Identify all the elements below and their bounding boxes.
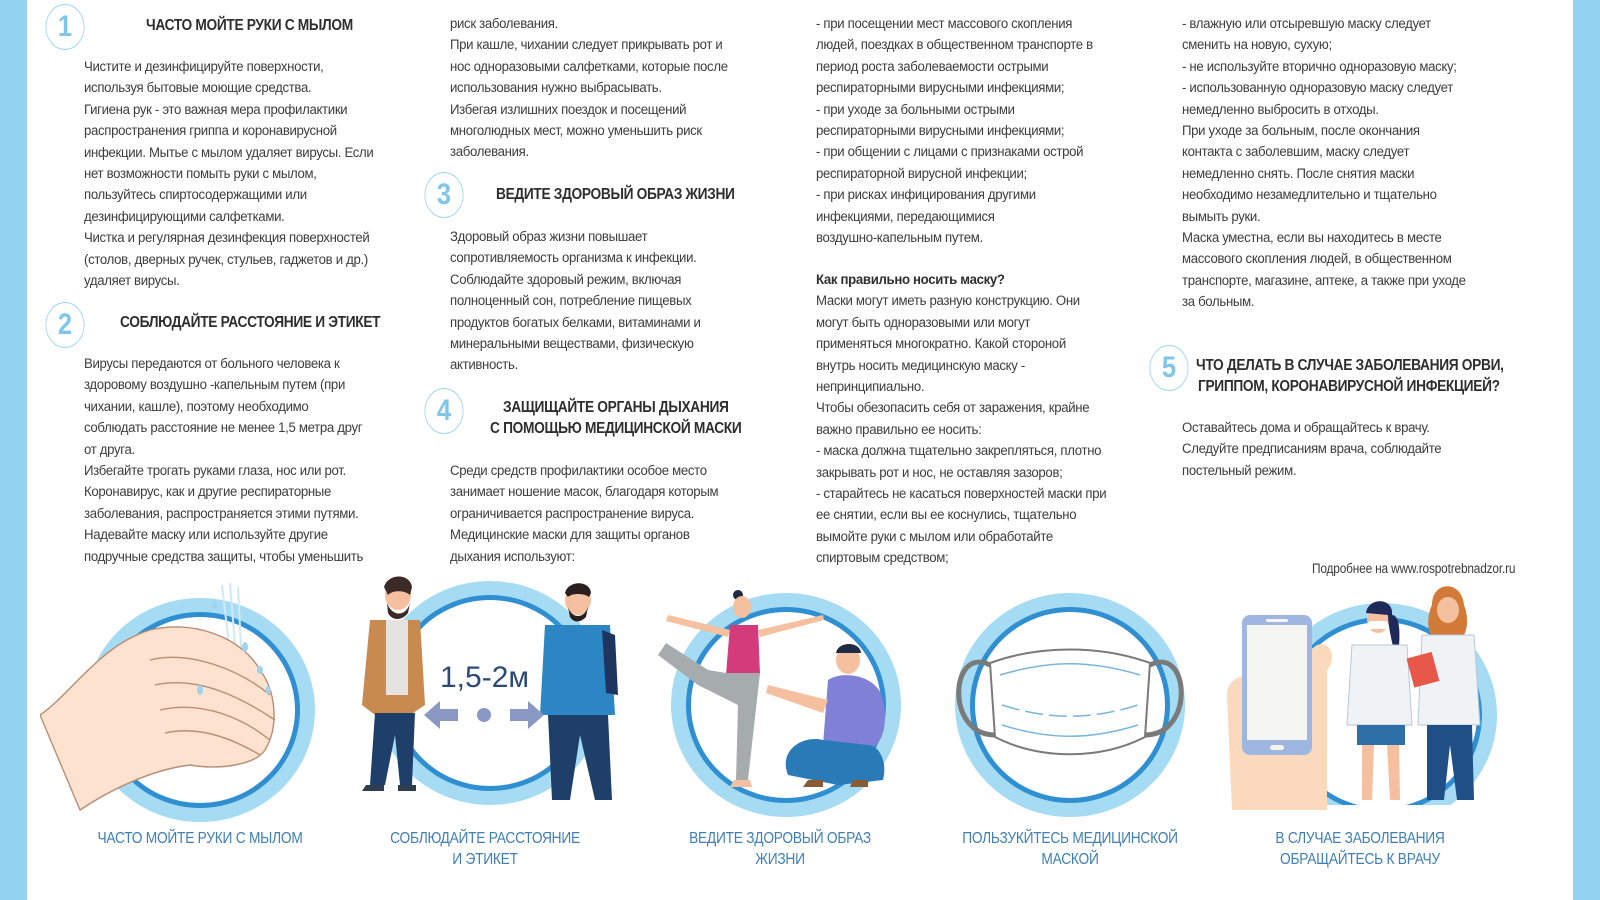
text-line: респираторными вирусными инфекциями; (816, 80, 1065, 97)
text-line: распространения гриппа и коронавирусной (84, 123, 337, 140)
text-line: людей, поездках в общественном транспорте в (816, 37, 1093, 54)
text-line: - при общении с лицами с признаками острой (816, 144, 1084, 161)
caption-line: ВЕДИТЕ ЗДОРОВЫЙ ОБРАЗ (689, 830, 871, 847)
text-line: нос одноразовыми салфетками, которые после (450, 58, 728, 75)
caption-line: В СЛУЧАЕ ЗАБОЛЕВАНИЯ (1275, 830, 1445, 847)
text-line: - влажную или отсыревшую маску следует (1182, 16, 1431, 32)
text-line: непринципиально. (816, 379, 925, 396)
text-line: вымойте руки с мылом или обработайте (816, 528, 1053, 545)
text-line: подручные средства защиты, чтобы уменьшить (84, 548, 364, 565)
text-line: занимает ношение масок, благодаря которым (450, 484, 719, 501)
section-4-title-line-2: С ПОМОЩЬЮ МЕДИЦИНСКОЙ МАСКИ (490, 420, 742, 437)
text-line: - при посещении мест массового скопления (816, 16, 1073, 32)
section-5-body (1182, 418, 1441, 482)
mask-usage-list (816, 14, 1093, 249)
text-line: Вирусы передаются от больного человека к (84, 356, 340, 372)
section-2-body (84, 354, 363, 568)
section-5-title-line-2: ГРИППОМ, КОРОНАВИРУСНОЙ ИНФЕКЦИЕЙ? (1198, 378, 1500, 395)
section-1-number-badge: 1 (45, 4, 84, 50)
text-line: При уходе за больным, после окончания (1182, 123, 1420, 140)
text-line: минеральными веществами, физическую (450, 336, 694, 353)
mask-wearing-subhead: Как правильно носить маску? (816, 272, 1005, 288)
text-line: применяться многократно. Какой стороной (816, 336, 1066, 353)
text-line: Медицинские маски для защиты органов (450, 527, 690, 544)
text-line: Здоровый образ жизни повышает (450, 229, 648, 245)
text-line: Коронавирус, как и другие респираторные (84, 484, 331, 501)
text-line: Чистите и дезинфицируйте поверхности, (84, 59, 324, 75)
section-5-number-badge: 5 (1149, 345, 1188, 391)
text-line: (столов, дверных ручек, стульев, гаджетов и др.) (84, 251, 368, 268)
text-line: активность. (450, 357, 518, 374)
hand-washing-icon (40, 575, 330, 825)
section-2-number-badge: 2 (45, 302, 84, 348)
text-line: сменить на новую, сухую; (1182, 37, 1332, 54)
caption-line: ЧАСТО МОЙТЕ РУКИ С МЫЛОМ (97, 830, 303, 847)
text-line: транспорте, магазине, аптеке, а также при уходе (1182, 272, 1466, 289)
text-line: ее снятии, если вы ее коснулись, тщательно (816, 507, 1077, 524)
social-distance-icon (340, 575, 630, 825)
exercise-icon (638, 575, 928, 825)
text-line: многолюдных мест, можно уменьшить риск (450, 123, 702, 140)
left-border-strip (0, 0, 27, 900)
text-line: от друга. (84, 441, 135, 458)
text-line: немедленно выбросить в отходы. (1182, 101, 1379, 118)
text-line: Надевайте маску или используйте другие (84, 527, 328, 544)
section-4-title-line-1: ЗАЩИЩАЙТЕ ОРГАНЫ ДЫХАНИЯ (503, 399, 729, 416)
text-line: могут быть одноразовыми или могут (816, 314, 1031, 331)
caption-line: МАСКОЙ (1041, 851, 1099, 868)
text-line: полноценный сон, потребление пищевых (450, 293, 692, 310)
text-line: Оставайтесь дома и обращайтесь к врачу. (1182, 420, 1430, 436)
more-info-link[interactable]: Подробнее на www.rospotrebnadzor.ru (1312, 561, 1516, 576)
text-line: воздушно-капельным путем. (816, 230, 983, 247)
text-line: вымыть руки. (1182, 208, 1261, 225)
text-line: сопротивляемость организма к инфекции. (450, 250, 697, 267)
mask-wearing-block (816, 270, 1106, 570)
section-3-number-badge: 3 (424, 172, 463, 218)
section-1-body (84, 57, 373, 292)
section-1-title: ЧАСТО МОЙТЕ РУКИ С МЫЛОМ (146, 17, 353, 34)
text-line: ограничивается распространение вируса. (450, 505, 695, 522)
text-line: Маска уместна, если вы находитесь в месте (1182, 230, 1442, 247)
text-line: используя бытовые моющие средства. (84, 80, 312, 97)
text-line: Избегайте трогать руками глаза, нос или рот. (84, 463, 346, 480)
caption-line: СОБЛЮДАЙТЕ РАССТОЯНИЕ (390, 830, 580, 847)
text-line: нет возможности помыть руки с мылом, (84, 166, 317, 183)
text-line: Среди средств профилактики особое место (450, 463, 707, 479)
text-line: Соблюдайте здоровый режим, включая (450, 271, 682, 288)
text-line: необходимо незамедлительно и тщательно (1182, 187, 1437, 204)
text-line: - не используйте вторично одноразовую маску; (1182, 58, 1457, 75)
text-line: - старайтесь не касаться поверхностей маски при (816, 486, 1107, 503)
text-line: - использованную одноразовую маску следует (1182, 80, 1453, 97)
text-line: Следуйте предписаниям врача, соблюдайте (1182, 441, 1442, 458)
text-line: респираторной вирусной инфекции; (816, 165, 1027, 182)
section-2-body-continued (450, 14, 728, 164)
caption-call-doctor (1240, 828, 1481, 870)
text-line: чихании, кашле), поэтому необходимо (84, 398, 309, 415)
caption-hand-washing (80, 828, 321, 849)
text-line: инфекции. Мытье с мылом удаляет вирусы. Если (84, 144, 374, 161)
text-line: массового скопления людей, в общественном (1182, 251, 1452, 268)
text-line: респираторными вирусными инфекциями; (816, 123, 1065, 140)
text-line: дезинфицирующими салфетками. (84, 208, 285, 225)
section-3-body (450, 227, 701, 377)
text-line: продуктов богатых белками, витаминами и (450, 314, 701, 331)
text-line: Чистка и регулярная дезинфекция поверхностей (84, 230, 370, 247)
text-line: заболевания. (450, 144, 529, 161)
caption-line: ОБРАЩАЙТЕСЬ К ВРАЧУ (1280, 851, 1440, 868)
text-line: - при уходе за больными острыми (816, 101, 1015, 118)
text-line: Гигиена рук - это важная мера профилактики (84, 101, 348, 118)
text-line: Избегая излишних поездок и посещений (450, 101, 687, 118)
text-line: использования нужно выбрасывать. (450, 80, 662, 97)
text-line: период роста заболеваемости острыми (816, 58, 1049, 75)
text-line: важно правильно ее носить: (816, 421, 982, 438)
text-line: за больным. (1182, 294, 1255, 311)
caption-line: И ЭТИКЕТ (452, 851, 518, 868)
text-line: инфекциями, передающимися (816, 208, 995, 225)
text-line: закрывать рот и нос, не оставляя зазоров; (816, 464, 1063, 481)
text-line: - при рисках инфицирования другими (816, 187, 1036, 204)
caption-line: ЖИЗНИ (755, 851, 805, 868)
text-line: При кашле, чихании следует прикрывать рот и (450, 37, 723, 54)
mask-disposal-block (1182, 14, 1466, 314)
caption-medical-mask (945, 828, 1194, 870)
right-border-strip (1573, 0, 1600, 900)
text-line: заболевания, распространяется этими путями. (84, 505, 359, 522)
text-line: внутрь носить медицинскую маску - (816, 357, 1025, 374)
text-line: пользуйтесь спиртосодержащими или (84, 187, 307, 204)
text-line: удаляет вирусы. (84, 273, 180, 290)
section-2-title: СОБЛЮДАЙТЕ РАССТОЯНИЕ И ЭТИКЕТ (120, 314, 381, 331)
text-line: риск заболевания. (450, 16, 558, 32)
text-line: Чтобы обезопасить себя от заражения, крайне (816, 400, 1090, 417)
section-4-number-badge: 4 (424, 388, 463, 434)
distance-label: 1,5-2м (440, 661, 530, 694)
text-line: Маски могут иметь разную конструкцию. Они (816, 293, 1080, 310)
text-line: контакта с заболевшим, маску следует (1182, 144, 1410, 161)
text-line: постельный режим. (1182, 462, 1297, 479)
medical-mask-icon (940, 575, 1200, 825)
text-line: спиртовым средством; (816, 550, 949, 567)
text-line: здоровому воздушно -капельным путем (при (84, 377, 345, 394)
caption-line: ПОЛЬЗУКЙТЕСЬ МЕДИЦИНСКОЙ (962, 830, 1178, 847)
call-doctor-icon (1222, 575, 1512, 825)
section-5-title-line-1: ЧТО ДЕЛАТЬ В СЛУЧАЕ ЗАБОЛЕВАНИЯ ОРВИ, (1196, 357, 1504, 374)
section-3-title: ВЕДИТЕ ЗДОРОВЫЙ ОБРАЗ ЖИЗНИ (496, 186, 735, 203)
text-line: немедленно снять. После снятия маски (1182, 165, 1415, 182)
text-line: дыхания используют: (450, 548, 575, 565)
text-line: - маска должна тщательно закрепляться, плотно (816, 443, 1102, 460)
caption-social-distance (365, 828, 606, 870)
caption-healthy-lifestyle (660, 828, 901, 870)
section-4-body (450, 461, 718, 568)
text-line: соблюдать расстояние не менее 1,5 метра друг (84, 420, 363, 437)
